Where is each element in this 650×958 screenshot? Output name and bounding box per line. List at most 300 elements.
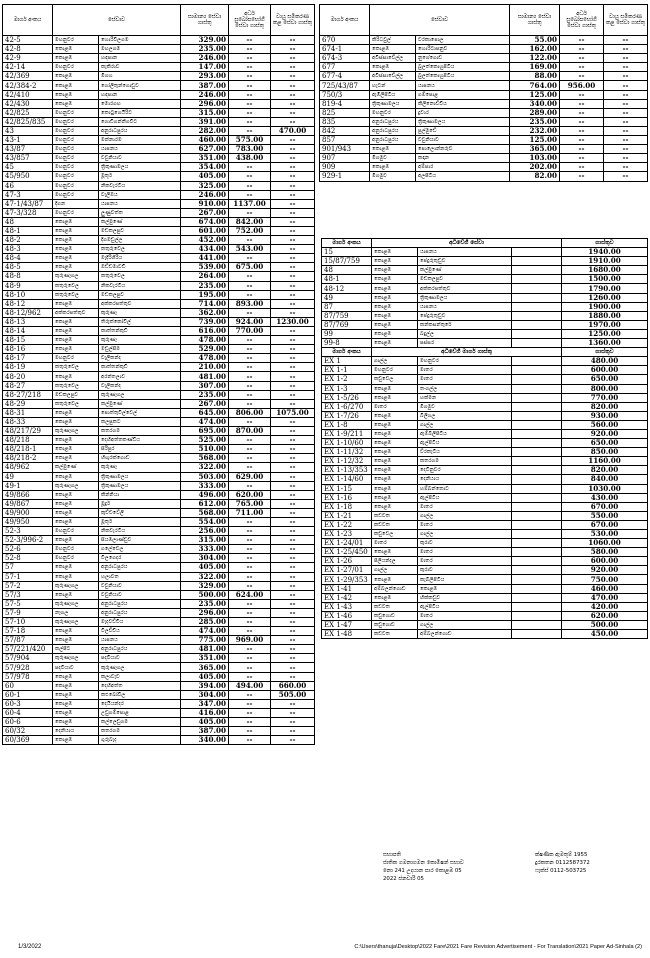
route-no-cell: 49/867: [3, 499, 53, 508]
fare-cell: 1160.00: [562, 457, 648, 466]
semi-luxury-fare-cell: 924.00: [229, 317, 271, 326]
route-no-cell: 48: [3, 217, 53, 226]
luxury-fare-cell: --: [604, 81, 648, 90]
express-row: [322, 575, 648, 584]
semi-luxury-fare-cell: --: [229, 190, 271, 199]
normal-fare-cell: 147.00: [181, 63, 229, 72]
route-no-cell: 46: [3, 181, 53, 190]
destination-cell: කල්මුණේ: [99, 399, 181, 408]
route-no-cell: 48-12: [322, 284, 372, 293]
route-no-cell: 57: [3, 563, 53, 572]
destination-cell: ගුරුබැද: [99, 736, 181, 745]
origin-cell: කොළඹ: [372, 293, 418, 302]
origin-cell: කුරුණෑගල: [53, 581, 99, 590]
fare-cell: 620.00: [562, 611, 648, 620]
luxury-fare-cell: --: [271, 372, 315, 381]
normal-fare-cell: 387.00: [181, 727, 229, 736]
origin-cell: කොළඹ: [372, 475, 418, 484]
route-no-cell: 48-27/218: [3, 390, 53, 399]
normal-fare-cell: 474.00: [181, 627, 229, 636]
normal-fare-cell: 235.00: [181, 390, 229, 399]
luxury-fare-cell: --: [271, 499, 315, 508]
normal-fare-cell: 315.00: [181, 536, 229, 545]
table-row: [320, 117, 648, 126]
table-row: [3, 217, 315, 226]
right-fare-table: [319, 4, 648, 182]
destination-cell: ත්‍රිකුණාමලය: [418, 293, 512, 302]
normal-fare-cell: 88.00: [510, 72, 560, 81]
route-no-cell: 87/759: [322, 311, 372, 320]
route-no-cell: 52-3/996-2: [3, 536, 53, 545]
semi-luxury-fare-cell: --: [229, 663, 271, 672]
destination-cell: කුරුණෑගල: [99, 663, 181, 672]
spacer-cell: [512, 429, 562, 438]
route-no-cell: 842: [320, 126, 370, 135]
destination-cell: කල්මුණේ: [99, 217, 181, 226]
spacer-cell: [512, 493, 562, 502]
fare-cell: 1250.00: [562, 329, 648, 338]
table-row: [3, 208, 315, 217]
origin-cell: අවිස්සාවේල්ල: [370, 54, 416, 63]
luxury-fare-cell: --: [271, 636, 315, 645]
destination-cell: මහනුවර: [418, 357, 512, 366]
luxury-fare-cell: --: [271, 545, 315, 554]
route-no-cell: EX 1-23: [322, 530, 372, 539]
route-no-cell: 99-8: [322, 339, 372, 348]
origin-cell: කල්පිට: [53, 645, 99, 654]
destination-cell: කතුරුවෙල: [99, 245, 181, 254]
destination-cell: මූදූර්: [99, 499, 181, 508]
normal-fare-cell: 296.00: [181, 608, 229, 617]
origin-cell: මහනුවර: [53, 108, 99, 117]
normal-fare-cell: 55.00: [510, 36, 560, 45]
table-row: [3, 390, 315, 399]
spacer-cell: [512, 420, 562, 429]
origin-cell: කොළඹ: [53, 536, 99, 545]
express-row: [322, 484, 648, 493]
fare-cell: 820.00: [562, 402, 648, 411]
destination-cell: සියඹලාණ්ඩුව: [99, 536, 181, 545]
route-no-cell: 57/978: [3, 672, 53, 681]
semi-luxury-fare-cell: 675.00: [229, 263, 271, 272]
table-row: [3, 145, 315, 154]
luxury-fare-cell: --: [271, 417, 315, 426]
luxury-fare-cell: --: [271, 654, 315, 663]
express-row: [322, 502, 648, 511]
route-no-cell: 48-12/962: [3, 308, 53, 317]
route-no-cell: 15: [322, 248, 372, 257]
route-no-cell: EX 1-27/01: [322, 566, 372, 575]
semi-luxury-fare-cell: --: [229, 690, 271, 699]
destination-cell: මීගමුව: [418, 402, 512, 411]
origin-cell: මාතර: [372, 402, 418, 411]
destination-cell: නිකවැරටිය: [99, 527, 181, 536]
table-row: [3, 126, 315, 135]
destination-cell: දුවාර: [416, 108, 510, 117]
table-row: [3, 645, 315, 654]
table-row: [3, 245, 315, 254]
luxury-fare-cell: --: [604, 108, 648, 117]
luxury-fare-cell: --: [271, 627, 315, 636]
origin-cell: අනුරාධපුරය: [370, 136, 416, 145]
origin-cell: ගාල්ල: [372, 357, 418, 366]
route-no-cell: 57/928: [3, 663, 53, 672]
destination-cell: අනුරාධපුරය: [99, 599, 181, 608]
route-no-cell: 49/950: [3, 517, 53, 526]
spacer-cell: [512, 630, 562, 639]
route-no-cell: 48-14: [3, 327, 53, 336]
route-no-cell: 57-5: [3, 599, 53, 608]
origin-cell: කොළඹ: [53, 499, 99, 508]
origin-cell: කොළඹ: [53, 590, 99, 599]
spacer-cell: [512, 366, 562, 375]
table-row: [3, 554, 315, 563]
semi-luxury-fare-cell: --: [229, 381, 271, 390]
semi-luxury-fare-cell: --: [560, 163, 604, 172]
normal-fare-cell: 340.00: [181, 736, 229, 745]
semi-luxury-fare-cell: 870.00: [229, 427, 271, 436]
luxury-fare-cell: --: [271, 190, 315, 199]
destination-cell: යාපනය: [99, 145, 181, 154]
semi-luxury-fare-cell: --: [560, 136, 604, 145]
route-no-cell: EX 1-15: [322, 484, 372, 493]
route-no-cell: 57-9: [3, 608, 53, 617]
normal-fare-cell: 529.00: [181, 345, 229, 354]
table-row: [3, 90, 315, 99]
route-no-cell: 42/410: [3, 90, 53, 99]
origin-cell: අනුරාධපුරය: [370, 126, 416, 135]
destination-cell: කන්කසන්තුරේ: [418, 320, 512, 329]
normal-fare-cell: 405.00: [181, 672, 229, 681]
spacer-cell: [512, 302, 562, 311]
route-no-cell: 909: [320, 163, 370, 172]
fare-cell: 840.00: [562, 475, 648, 484]
route-no-cell: 42/369: [3, 72, 53, 81]
fare-cell: 800.00: [562, 384, 648, 393]
normal-fare-cell: 246.00: [181, 90, 229, 99]
destination-cell: මැදවච්චිය: [99, 618, 181, 627]
spacer-cell: [512, 566, 562, 575]
origin-cell: කොළඹ: [53, 517, 99, 526]
spacer-cell: [512, 284, 562, 293]
route-no-cell: 57-10: [3, 618, 53, 627]
destination-cell: මඩකලපුව: [99, 226, 181, 235]
semi-luxury-fare-cell: 770.00: [229, 327, 271, 336]
origin-cell: කුරුණෑගල: [53, 599, 99, 608]
destination-cell: බුලත්කොහුපිටිය: [416, 63, 510, 72]
express-row: [322, 248, 648, 257]
semi-luxury-fare-cell: 969.00: [229, 636, 271, 645]
origin-cell: ගාල්ල: [372, 566, 418, 575]
origin-cell: කොළඹ: [372, 484, 418, 493]
route-no-cell: 677-4: [320, 72, 370, 81]
luxury-fare-cell: --: [271, 345, 315, 354]
destination-cell: කිලිනොච්චිය: [416, 99, 510, 108]
spacer-cell: [512, 466, 562, 475]
origin-cell: කොළඹ: [53, 699, 99, 708]
route-no-cell: 901/943: [320, 145, 370, 154]
luxury-fare-cell: --: [604, 154, 648, 163]
destination-cell: ව්රකැටිය: [418, 448, 512, 457]
destination-cell: අනුරාධපුරය: [99, 126, 181, 135]
route-no-cell: EX 1-16: [322, 493, 372, 502]
contact-info-block: [383, 851, 645, 911]
destination-cell: කලපුකට: [99, 417, 181, 426]
express-row: [322, 429, 648, 438]
destination-cell: හොරිටාපනුව: [416, 45, 510, 54]
normal-fare-cell: 616.00: [181, 327, 229, 336]
normal-fare-cell: 612.00: [181, 499, 229, 508]
table-row: [3, 327, 315, 336]
semi-luxury-fare-cell: 620.00: [229, 490, 271, 499]
semi-luxury-fare-cell: 438.00: [229, 154, 271, 163]
express-row: [322, 593, 648, 602]
express-section-row: [322, 239, 648, 248]
origin-cell: පිලියන්දල: [372, 557, 418, 566]
fax: ෆැක්ස් 0112-503725: [535, 868, 587, 874]
semi-luxury-fare-cell: --: [229, 181, 271, 190]
semi-luxury-fare-cell: --: [560, 99, 604, 108]
route-no-cell: 929-1: [320, 172, 370, 181]
semi-luxury-fare-cell: --: [229, 399, 271, 408]
spacer-cell: [512, 620, 562, 629]
destination-cell: දෙයියන්දර: [99, 699, 181, 708]
destination-cell: මාතර: [418, 557, 512, 566]
semi-luxury-fare-cell: --: [229, 545, 271, 554]
route-no-cell: EX 1-46: [322, 611, 372, 620]
destination-cell: ඇම්බිලිපිටිය: [418, 429, 512, 438]
destination-cell: බිලිගල: [418, 411, 512, 420]
origin-cell: මහනුවර: [53, 36, 99, 45]
origin-cell: කතුරුවෙල: [53, 381, 99, 390]
route-no-cell: EX 1-18: [322, 502, 372, 511]
luxury-fare-cell: --: [271, 708, 315, 717]
luxury-fare-cell: --: [271, 217, 315, 226]
spacer-cell: [512, 411, 562, 420]
luxury-fare-cell: --: [271, 381, 315, 390]
normal-fare-cell: 391.00: [181, 117, 229, 126]
normal-fare-cell: 394.00: [181, 681, 229, 690]
route-no-cell: 48/217/29: [3, 427, 53, 436]
table-row: [320, 45, 648, 54]
semi-luxury-fare-cell: --: [560, 90, 604, 99]
semi-luxury-fare-cell: --: [229, 336, 271, 345]
table-row: [3, 699, 315, 708]
route-no-cell: 42/430: [3, 99, 53, 108]
origin-cell: කිරිධවුල්: [370, 36, 416, 45]
origin-cell: අනුරාධපුරය: [370, 117, 416, 126]
luxury-fare-cell: --: [271, 245, 315, 254]
route-no-cell: EX 1-41: [322, 584, 372, 593]
semi-luxury-fare-cell: --: [229, 281, 271, 290]
table-row: [3, 81, 315, 90]
semi-luxury-fare-cell: --: [560, 36, 604, 45]
highway-section-title: අධිවේගී මාර්ග ගාස්තු: [372, 348, 562, 357]
table-row: [3, 108, 315, 117]
semi-luxury-fare-cell: 842.00: [229, 217, 271, 226]
normal-fare-cell: 235.00: [181, 281, 229, 290]
normal-fare-cell: 739.00: [181, 317, 229, 326]
destination-cell: වවුනියාව: [99, 154, 181, 163]
route-no-cell: 60-6: [3, 718, 53, 727]
luxury-fare-cell: --: [271, 481, 315, 490]
destination-cell: දිගමඩුල්ල: [99, 236, 181, 245]
route-no-cell: 42-8: [3, 45, 53, 54]
semi-luxury-fare-cell: --: [229, 72, 271, 81]
express-row: [322, 475, 648, 484]
origin-cell: කොළඹ: [53, 45, 99, 54]
origin-cell: මහනුවර: [372, 366, 418, 375]
normal-fare-cell: 125.00: [510, 136, 560, 145]
route-no-header: මාර්ග අංකය: [3, 5, 53, 36]
normal-fare-cell: 351.00: [181, 654, 229, 663]
origin-cell: කොළඹ: [53, 508, 99, 517]
luxury-fare-cell: --: [271, 336, 315, 345]
route-no-cell: 49-1: [3, 481, 53, 490]
normal-fare-cell: 405.00: [181, 172, 229, 181]
normal-fare-cell: 162.00: [510, 45, 560, 54]
origin-cell: මහනුවර: [53, 181, 99, 190]
origin-cell: කොළඹ: [53, 217, 99, 226]
route-no-cell: EX 1-3: [322, 384, 372, 393]
semi-luxury-fare-cell: --: [229, 126, 271, 135]
semi-luxury-fare-cell: --: [229, 417, 271, 426]
destination-cell: නිකවැරටිය: [99, 181, 181, 190]
express-row: [322, 539, 648, 548]
semi-luxury-fare-cell: --: [229, 254, 271, 263]
route-no-cell: 48-5: [3, 263, 53, 272]
fare-cell: 1680.00: [562, 266, 648, 275]
normal-fare-cell: 235.00: [181, 599, 229, 608]
route-no-cell: EX 1-6/270: [322, 402, 372, 411]
normal-fare-cell: 264.00: [181, 272, 229, 281]
normal-fare-cell: 267.00: [181, 208, 229, 217]
commission-name: ජාතික ගමනාගමන කොමිෂන් සභාව: [383, 860, 464, 866]
route-no-cell: 48: [322, 266, 372, 275]
luxury-fare-cell: --: [271, 581, 315, 590]
luxury-fare-cell: --: [271, 590, 315, 599]
origin-cell: කොළඹ: [53, 81, 99, 90]
express-row: [322, 357, 648, 366]
normal-fare-cell: 481.00: [181, 645, 229, 654]
luxury-fare-cell: --: [271, 645, 315, 654]
table-row: [3, 36, 315, 45]
origin-cell: කඩවත: [372, 602, 418, 611]
origin-cell: කොළඹ: [53, 254, 99, 263]
destination-cell: කතරගම: [99, 727, 181, 736]
route-no-cell: 45: [3, 163, 53, 172]
destination-cell: ත්‍රිකුණාමලය: [416, 117, 510, 126]
luxury-fare-cell: --: [604, 63, 648, 72]
origin-cell: කොළඹ: [53, 708, 99, 717]
origin-cell: කුරුණෑගල: [53, 427, 99, 436]
luxury-fare-cell: --: [271, 554, 315, 563]
normal-fare-cell: 539.00: [181, 263, 229, 272]
route-no-cell: 60-3: [3, 699, 53, 708]
route-no-cell: 48-27: [3, 381, 53, 390]
luxury-fare-cell: --: [271, 699, 315, 708]
table-row: [3, 718, 315, 727]
origin-cell: කතුරුවෙල: [53, 281, 99, 290]
fare-cell: 820.00: [562, 466, 648, 475]
destination-cell: කාත්තන්කුඩි: [99, 327, 181, 336]
normal-fare-cell: 304.00: [181, 690, 229, 699]
destination-cell: කතරගම: [99, 427, 181, 436]
table-row: [3, 499, 315, 508]
destination-cell: කල්මුණේ: [418, 266, 512, 275]
right-table-body: [320, 36, 648, 182]
table-row: [320, 136, 648, 145]
route-no-cell: 52-8: [3, 554, 53, 563]
spacer-cell: [512, 248, 562, 257]
destination-cell: හක්මන: [418, 393, 512, 402]
luxury-fare-cell: --: [271, 508, 315, 517]
semi-luxury-fare-cell: --: [229, 81, 271, 90]
route-no-cell: EX 1-42: [322, 593, 372, 602]
destination-cell: කුරාව: [418, 566, 512, 575]
origin-cell: දිගන: [53, 199, 99, 208]
table-row: [3, 363, 315, 372]
destination-cell: තංගල්ල: [418, 384, 512, 393]
luxury-fare-cell: --: [271, 463, 315, 472]
origin-cell: කොළඹ: [53, 681, 99, 690]
destination-cell: වරකාපොල: [416, 36, 510, 45]
route-no-cell: EX 1-26: [322, 557, 372, 566]
destination-cell: පස්සර: [418, 339, 512, 348]
semi-luxury-fare-cell: --: [229, 363, 271, 372]
express-row: [322, 420, 648, 429]
authority-info: [383, 851, 533, 883]
destination-cell: ත්‍රිකුණාමලය: [99, 481, 181, 490]
semi-luxury-fare-cell: 1137.00: [229, 199, 271, 208]
spacer-cell: [512, 593, 562, 602]
semi-luxury-fare-cell: --: [229, 436, 271, 445]
luxury-fare-cell: --: [271, 81, 315, 90]
normal-fare-cell: 307.00: [181, 381, 229, 390]
express-row: [322, 611, 648, 620]
semi-luxury-fare-cell: --: [229, 117, 271, 126]
luxury-fare-cell: --: [271, 154, 315, 163]
route-no-cell: 57/87: [3, 636, 53, 645]
express-row: [322, 375, 648, 384]
luxury-fare-cell: --: [271, 490, 315, 499]
origin-cell: කොළඹ: [372, 493, 418, 502]
normal-fare-cell: 365.00: [510, 145, 560, 154]
spacer-cell: [512, 293, 562, 302]
spacer-cell: [512, 584, 562, 593]
table-row: [3, 372, 315, 381]
footer-page-date: 1/3/2022: [18, 944, 42, 950]
luxury-fare-cell: --: [271, 517, 315, 526]
express-row: [322, 566, 648, 575]
express-row: [322, 275, 648, 284]
route-no-cell: EX 1-12/32: [322, 457, 372, 466]
normal-fare-cell: 354.00: [181, 163, 229, 172]
table-row: [3, 527, 315, 536]
table-row: [320, 108, 648, 117]
origin-cell: කොළඹ: [53, 572, 99, 581]
origin-cell: මහනුවර: [53, 136, 99, 145]
luxury-fare-cell: --: [271, 399, 315, 408]
luxury-fare-cell: --: [604, 99, 648, 108]
normal-fare-cell: 333.00: [181, 481, 229, 490]
table-row: [3, 254, 315, 263]
destination-cell: බදුල්ල: [418, 329, 512, 338]
semi-luxury-fare-cell: --: [560, 63, 604, 72]
route-no-cell: 99: [322, 329, 372, 338]
route-no-cell: 42/825: [3, 108, 53, 117]
destination-cell: මැදිරිගිරිය: [99, 254, 181, 263]
